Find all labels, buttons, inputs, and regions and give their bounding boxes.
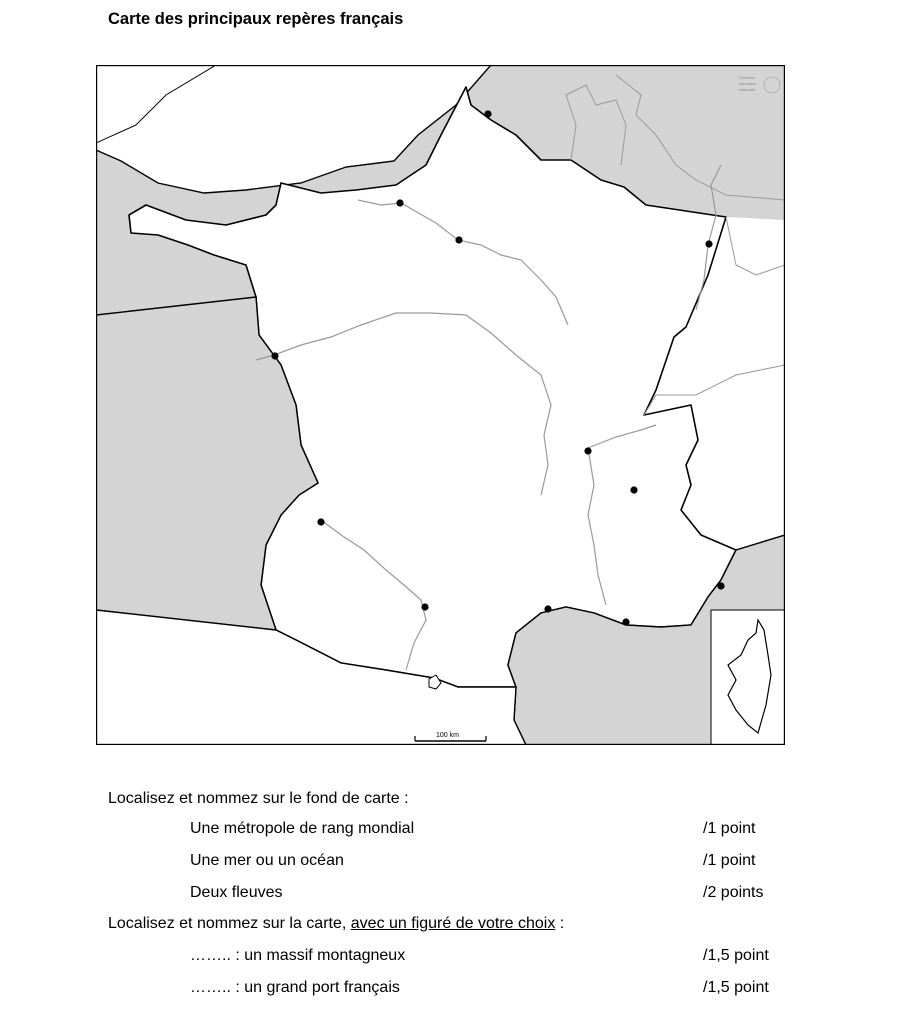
city-dot <box>271 352 278 359</box>
task-points: /1,5 point <box>703 979 769 996</box>
task-points: /1 point <box>703 852 756 869</box>
task-label: Une métropole de rang mondial <box>190 820 415 837</box>
instruction-intro-2-underlined: avec un figuré de votre choix <box>350 915 556 932</box>
city-dot <box>317 518 324 525</box>
instruction-intro-2 <box>108 915 564 933</box>
page-title: Carte des principaux repères français <box>108 10 404 28</box>
city-dot <box>544 605 551 612</box>
city-dot <box>622 618 629 625</box>
task-points: /2 points <box>703 884 764 901</box>
task-label: Deux fleuves <box>190 884 283 901</box>
task-points: /1,5 point <box>703 947 769 964</box>
instruction-intro-1: Localisez et nommez sur le fond de carte : <box>108 790 409 807</box>
france-map <box>96 65 785 745</box>
scale-label: 100 km <box>436 732 459 739</box>
svg-text:Direction: Direction <box>739 75 755 80</box>
svg-text:nationale: nationale <box>739 87 756 92</box>
svg-text:éducation: éducation <box>739 81 757 86</box>
task-label: …….. : un massif montagneux <box>190 947 406 964</box>
city-dot <box>455 236 462 243</box>
city-dot <box>630 486 637 493</box>
city-dot <box>584 447 591 454</box>
city-dot <box>705 240 712 247</box>
city-dot <box>396 199 403 206</box>
instruction-intro-2-post: : <box>555 915 565 932</box>
city-dot <box>421 603 428 610</box>
task-label: …….. : un grand port français <box>190 979 400 996</box>
france-map-svg <box>96 65 785 745</box>
instruction-intro-2-pre: Localisez et nommez sur la carte, <box>108 915 351 932</box>
task-label: Une mer ou un océan <box>190 852 344 869</box>
task-points: /1 point <box>703 820 756 837</box>
city-dot <box>484 110 491 117</box>
city-dot <box>717 582 724 589</box>
